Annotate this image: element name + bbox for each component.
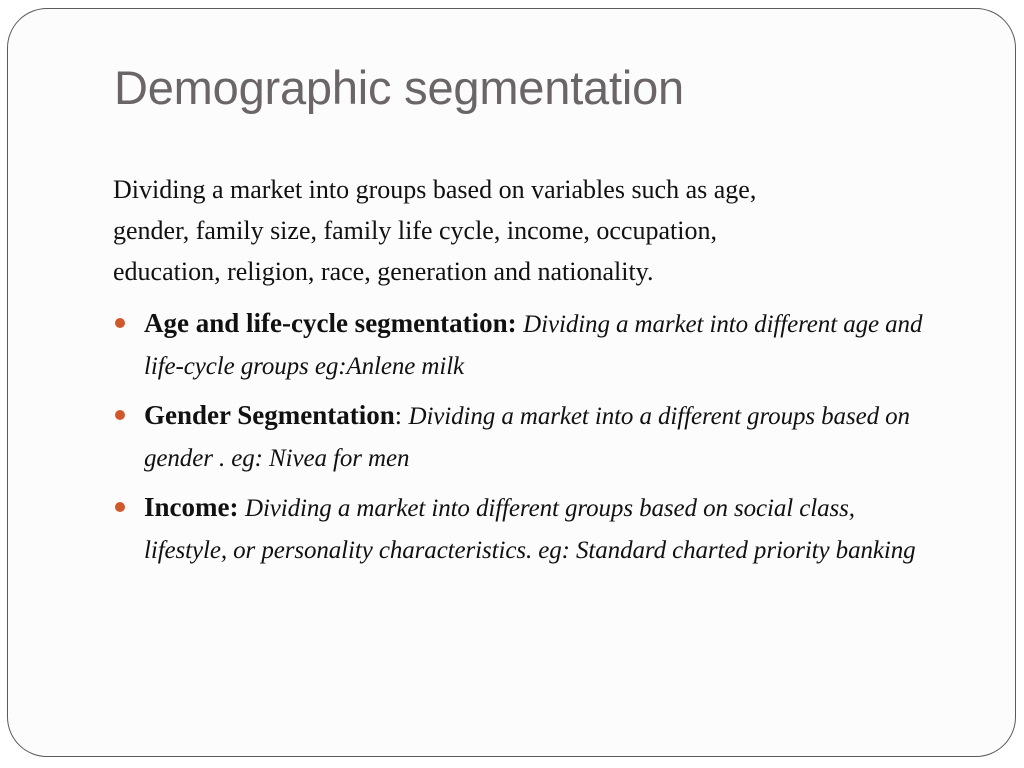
bullet-description: Dividing a market into different groups based on social class, lifestyle, or personality characteristics. eg: Standard charted priority banking: [144, 495, 916, 564]
bullet-item-gender: [113, 395, 943, 479]
bullet-item-age: [113, 303, 943, 387]
slide-title: Demographic segmentation: [114, 61, 684, 114]
bullet-separator: :: [394, 401, 409, 430]
bullet-dot-icon: [115, 410, 125, 420]
bullet-item-income: [113, 487, 943, 571]
slide-content: [113, 169, 943, 579]
bullet-term: Age and life-cycle segmentation:: [144, 308, 517, 338]
bullet-dot-icon: [115, 502, 125, 512]
intro-paragraph: Dividing a market into groups based on variables such as age, gender, family size, family life cycle, income, occupation, education, religion, race, generation and nationality.: [113, 175, 757, 286]
bullet-description: Dividing a market into a different groups based on gender . eg: Nivea for men: [144, 403, 910, 472]
bullet-term: Gender Segmentation: [144, 400, 395, 430]
bullet-dot-icon: [115, 318, 125, 328]
bullet-term: Income:: [144, 492, 239, 522]
bullet-description: Dividing a market into different age and life-cycle groups eg:Anlene milk: [144, 311, 923, 380]
bullet-list: [113, 303, 943, 571]
